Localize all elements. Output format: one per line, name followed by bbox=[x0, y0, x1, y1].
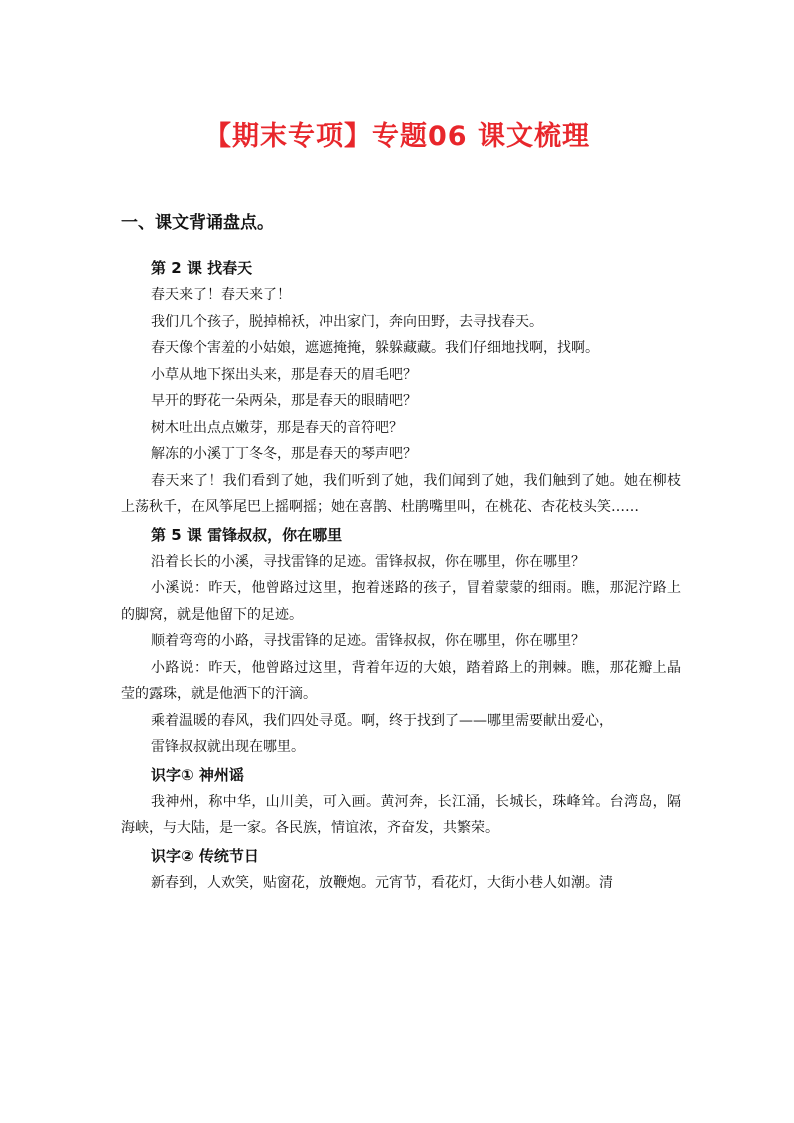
lesson-heading: 第 2 课 找春天 bbox=[151, 259, 253, 277]
lesson-block bbox=[121, 761, 681, 842]
paragraph: 小草从地下探出头来，那是春天的眉毛吧？ bbox=[151, 366, 417, 383]
lesson-block bbox=[121, 254, 681, 521]
paragraph: 沿着长长的小溪，寻找雷锋的足迹。雷锋叔叔，你在哪里，你在哪里？ bbox=[151, 553, 585, 570]
lesson-block bbox=[121, 842, 681, 897]
paragraph: 树木吐出点点嫩芽，那是春天的音符吧？ bbox=[151, 419, 403, 436]
paragraph: 乘着温暖的春风，我们四处寻觅。啊，终于找到了——哪里需要献出爱心， bbox=[151, 712, 613, 729]
paragraph: 顺着弯弯的小路，寻找雷锋的足迹。雷锋叔叔，你在哪里，你在哪里？ bbox=[151, 633, 585, 649]
lesson-heading: 识字② 传统节日 bbox=[151, 846, 259, 865]
page-title: 【期末专项】专题06 课文梳理 bbox=[204, 121, 590, 152]
paragraph: 小路说：昨天，他曾路过这里，背着年迈的大娘，踏着路上的荆棘。瞧，那花瓣上晶莹的露珠，就是他洒下的汗滴。 bbox=[121, 659, 681, 702]
section-heading: 一、课文背诵盘点。 bbox=[121, 213, 274, 233]
paragraph: 我们几个孩子，脱掉棉袄，冲出家门，奔向田野，去寻找春天。 bbox=[151, 313, 543, 330]
document-content bbox=[121, 208, 681, 896]
paragraph: 春天像个害羞的小姑娘，遮遮掩掩，躲躲藏藏。我们仔细地找啊，找啊。 bbox=[151, 340, 599, 356]
paragraph: 解冻的小溪丁丁冬冬，那是春天的琴声吧？ bbox=[151, 446, 417, 462]
paragraph: 雷锋叔叔就出现在哪里。 bbox=[151, 739, 305, 755]
paragraph: 我神州，称中华，山川美，可入画。黄河奔，长江涌，长城长，珠峰耸。台湾岛，隔海峡，与大陆，是一家。各民族，情谊浓，齐奋发，共繁荣。 bbox=[121, 793, 681, 836]
paragraph: 春天来了！我们看到了她，我们听到了她，我们闻到了她，我们触到了她。她在柳枝上荡秋千，在风筝尾巴上摇啊摇；她在喜鹊、杜鹃嘴里叫，在桃花、杏花枝头笑…… bbox=[121, 472, 681, 515]
lesson-heading: 识字① 神州谣 bbox=[151, 765, 244, 784]
paragraph: 春天来了！春天来了！ bbox=[151, 287, 291, 303]
lesson-block bbox=[121, 521, 681, 761]
paragraph: 新春到，人欢笑，贴窗花，放鞭炮。元宵节，看花灯，大街小巷人如潮。清 bbox=[151, 874, 613, 891]
lesson-heading: 第 5 课 雷锋叔叔，你在哪里 bbox=[151, 525, 343, 544]
paragraph: 早开的野花一朵两朵，那是春天的眼睛吧？ bbox=[151, 393, 417, 409]
paragraph: 小溪说：昨天，他曾路过这里，抱着迷路的孩子，冒着蒙蒙的细雨。瞧，那泥泞路上的脚窝，就是他留下的足迹。 bbox=[121, 580, 681, 623]
